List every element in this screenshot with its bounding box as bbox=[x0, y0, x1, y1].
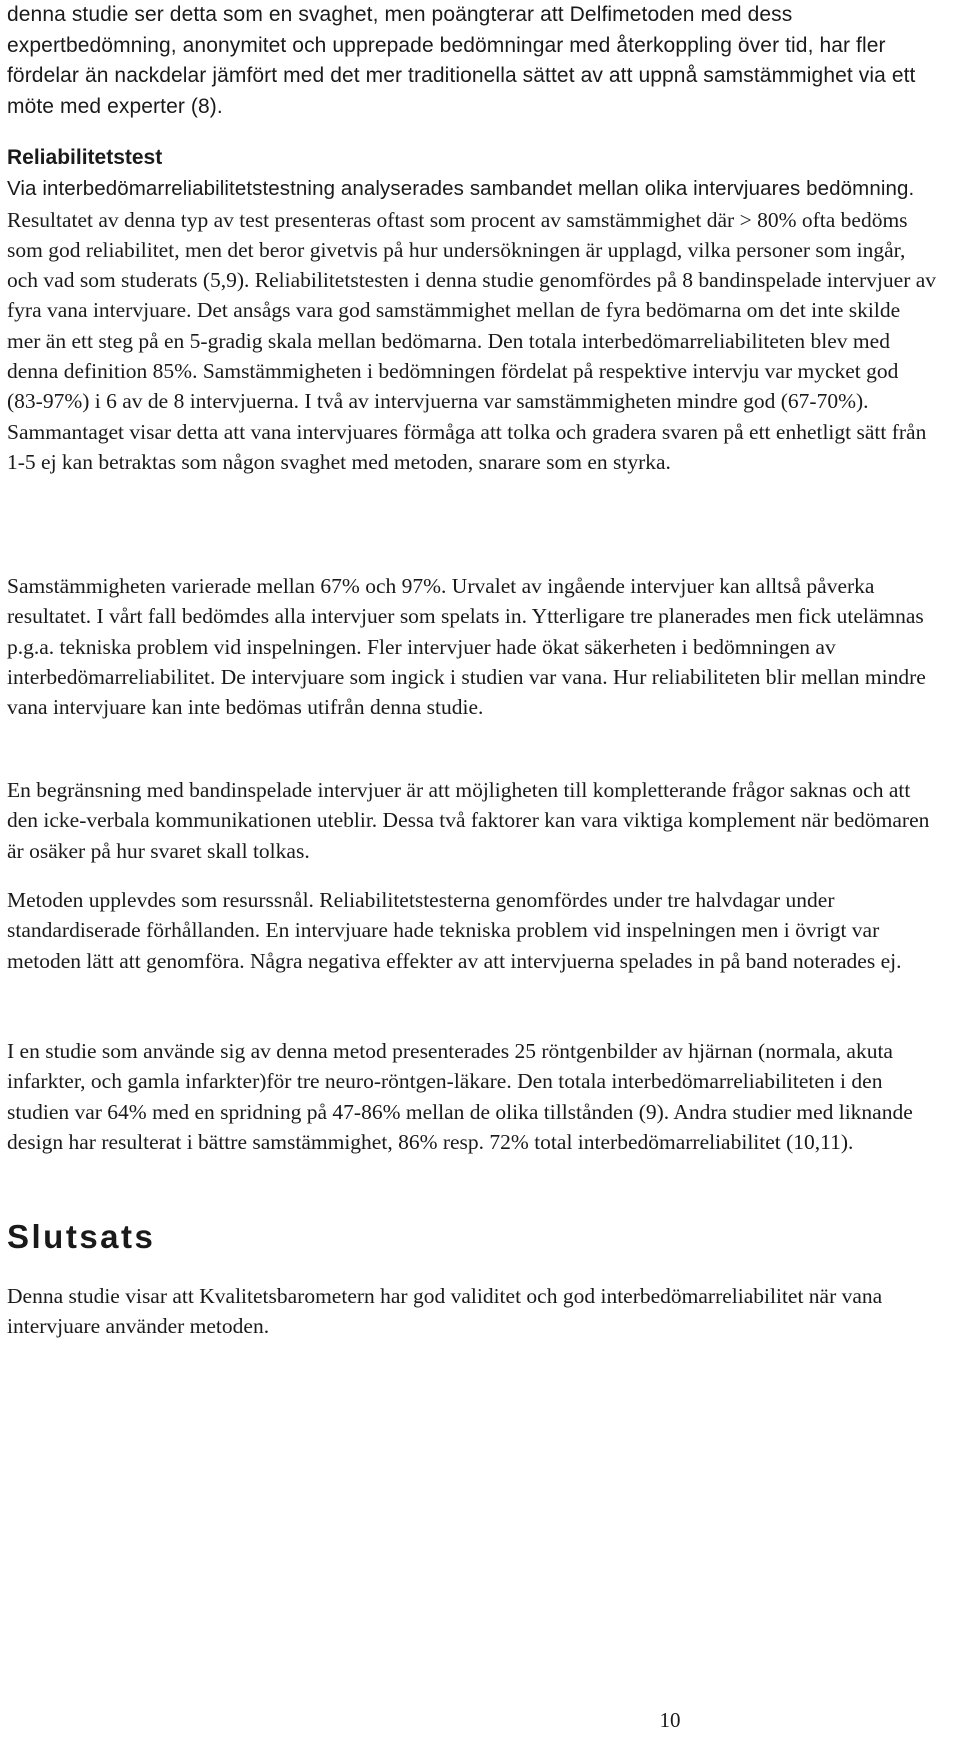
reliability-lead-text: Via interbedömarreliabilitetstestning analyserades sambandet mellan olika intervjuares bedömning. bbox=[7, 177, 915, 200]
variation-paragraph: Samstämmigheten varierade mellan 67% och 97%. Urvalet av ingående intervjuer kan alltså påverka resultatet. I vårt fall bedömdes alla intervjuer som spelats in. Ytterligare tre planerades men fick utelämnas p.g.a. tekniska problem vid inspelningen. Fler intervjuer hade ökat säkerheten i bedömningen av interbedömarreliabilitet. De intervjuare som ingick i studien var vana. Hur reliabiliteten blir mellan mindre vana intervjuare kan inte bedömas utifrån denna studie. bbox=[7, 574, 926, 720]
other-study-paragraph: I en studie som använde sig av denna metod presenterades 25 röntgenbilder av hjärnan (normala, akuta infarkter, och gamla infarkter)för tre neuro-röntgen-läkare. Den totala interbedömarreliabiliteten i den studien var 64% med en spridning på 47-86% mellan de olika tillstånden (9). Andra studier med liknande design har resulterat i bättre samstämmighet, 86% resp. 72% total interbedömarreliabilitet (10,11). bbox=[7, 1039, 913, 1154]
page-number: 10 bbox=[659, 1708, 681, 1732]
conclusion-paragraph: Denna studie visar att Kvalitetsbarometern har god validitet och god interbedömarreliabilitet när vana intervjuare använder metoden. bbox=[7, 1284, 883, 1339]
reliability-paragraph bbox=[7, 173, 937, 477]
intro-paragraph: denna studie ser detta som en svaghet, men poängterar att Delfimetoden med dess expertbedömning, anonymitet och upprepade bedömningar med återkoppling över tid, har fler fördelar än nackdelar jämfört med det mer traditionella sättet av att uppnå samstämmighet via ett möte med experter (8). bbox=[7, 3, 916, 118]
method-paragraph: Metoden upplevdes som resurssnål. Reliabilitetstesterna genomfördes under tre halvdagar under standardiserade förhållanden. En intervjuare hade tekniska problem vid inspelningen men i övrigt var metoden lätt att genomföra. Några negativa effekter av att intervjuerna spelades in på band noterades ej. bbox=[7, 888, 902, 973]
page-number-container bbox=[0, 1707, 960, 1733]
reliability-body-text: Resultatet av denna typ av test presenteras oftast som procent av samstämmighet där > 80% ofta bedöms som god reliabilitet, men det beror givetvis på hur undersökningen är upplagd, vilka personer som ingår, och vad som studerats (5,9). Reliabilitetstesten i denna studie genomfördes på 8 bandinspelade intervjuer av fyra vana intervjuare. Det ansågs vara god samstämmighet mellan de fyra bedömarna om det inte skilde mer än ett steg på en 5-gradig skala mellan bedömarna. Den totala interbedömarreliabiliteten blev med denna definition 85%. Samstämmigheten i bedömningen fördelat på respektive intervju var mycket god (83-97%) i 6 av de 8 intervjuerna. I två av intervjuerna var samstämmigheten mindre god (67-70%). Sammantaget visar detta att vana intervjuares förmåga att tolka och gradera svaren på ett enhetligt sätt från 1-5 ej kan betraktas som någon svaghet med metoden, snarare som en styrka. bbox=[7, 207, 937, 474]
reliability-heading: Reliabilitetstest bbox=[7, 146, 163, 169]
conclusion-heading: Slutsats bbox=[7, 1218, 156, 1255]
limitation-paragraph: En begränsning med bandinspelade intervjuer är att möjligheten till kompletterande frågor saknas och att den icke-verbala kommunikationen uteblir. Dessa två faktorer kan vara viktiga komplement när bedömaren är osäker på hur svaret skall tolkas. bbox=[7, 778, 930, 863]
